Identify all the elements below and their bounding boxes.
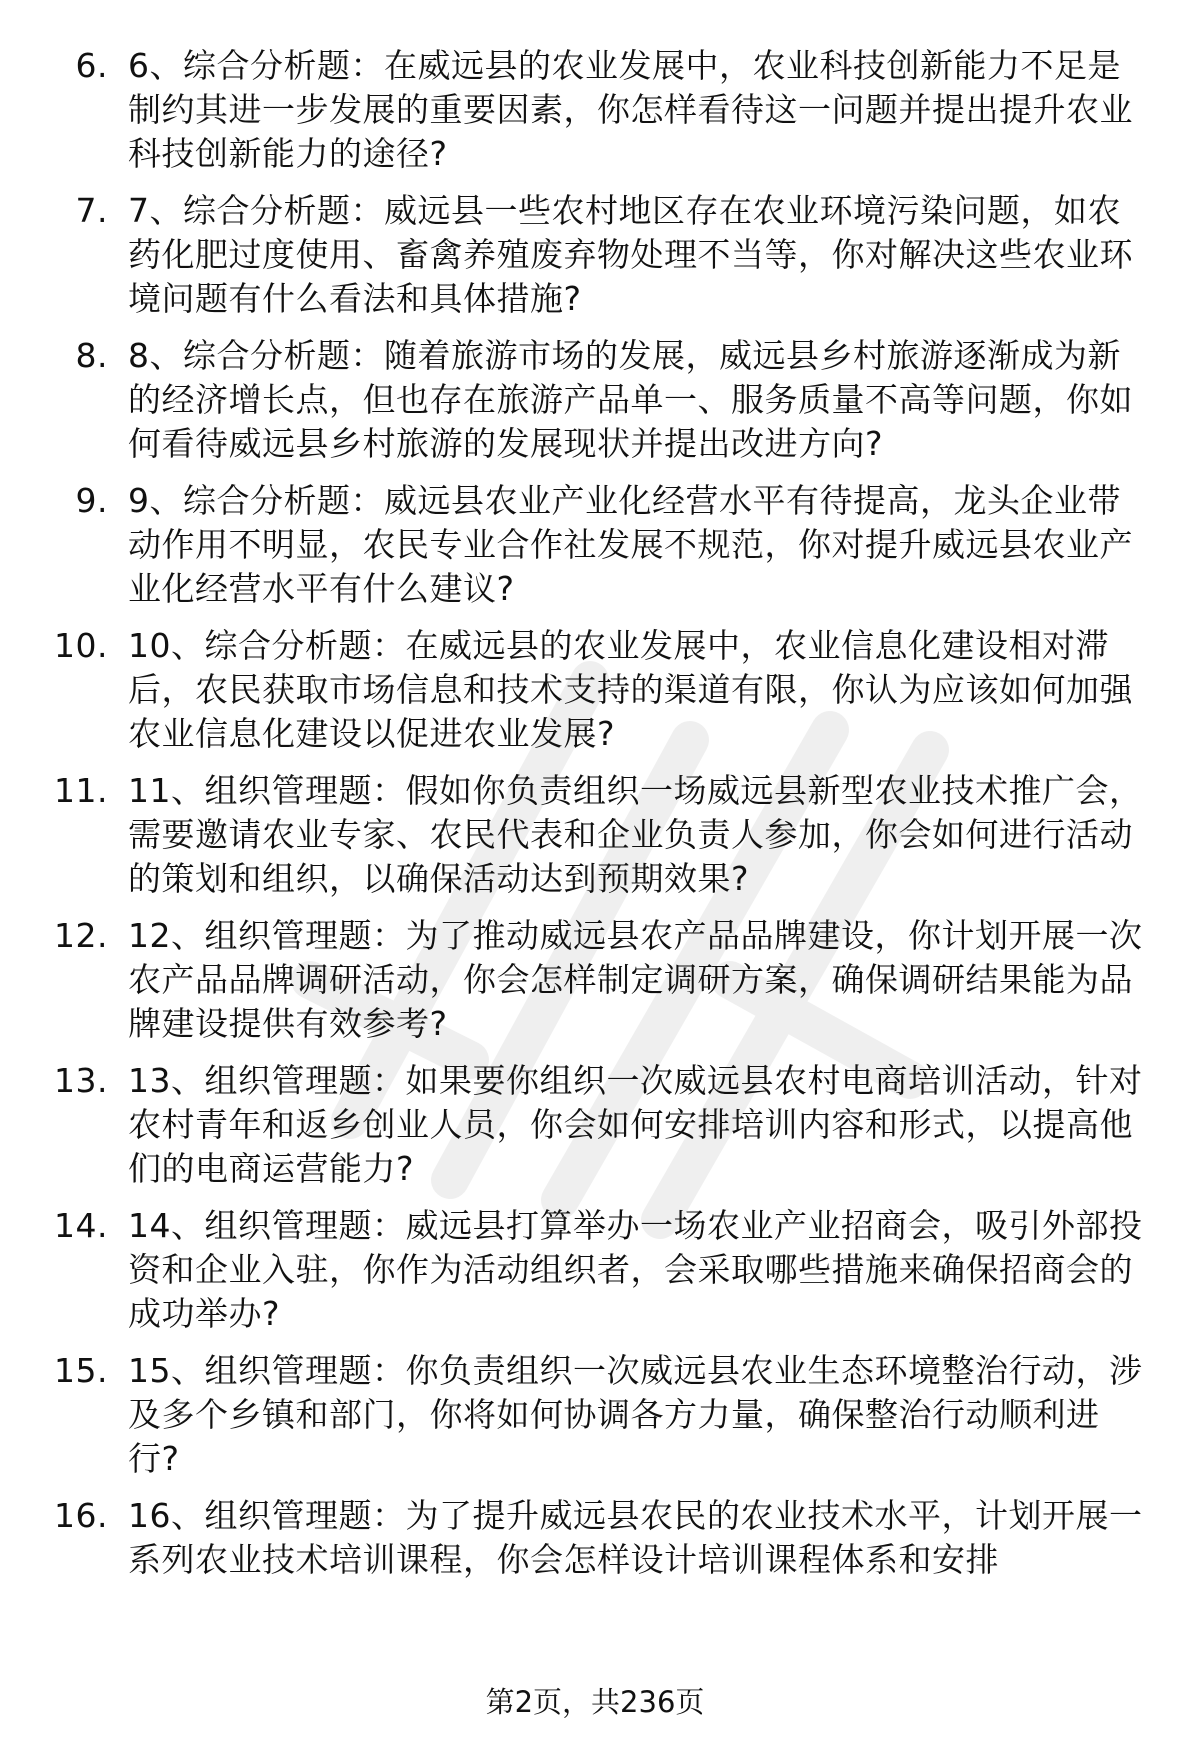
question-number: 16. xyxy=(54,1496,108,1535)
question-number: 13. xyxy=(54,1061,108,1100)
question-text: 6、综合分析题：在威远县的农业发展中，农业科技创新能力不足是制约其进一步发展的重要因素，你怎样看待这一问题并提出提升农业科技创新能力的途径? xyxy=(128,46,1133,173)
question-item-9 xyxy=(0,479,1190,611)
question-item-8 xyxy=(0,334,1190,466)
question-item-14 xyxy=(0,1204,1190,1336)
question-item-15 xyxy=(0,1349,1190,1481)
question-text: 10、综合分析题：在威远县的农业发展中，农业信息化建设相对滞后，农民获取市场信息和技术支持的渠道有限，你认为应该如何加强农业信息化建设以促进农业发展? xyxy=(128,626,1133,753)
question-item-10 xyxy=(0,624,1190,756)
question-text: 14、组织管理题：威远县打算举办一场农业产业招商会，吸引外部投资和企业入驻，你作为活动组织者，会采取哪些措施来确保招商会的成功举办? xyxy=(128,1206,1143,1333)
question-number: 6. xyxy=(75,46,108,85)
question-item-6 xyxy=(0,44,1190,176)
question-text: 7、综合分析题：威远县一些农村地区存在农业环境污染问题，如农药化肥过度使用、畜禽养殖废弃物处理不当等，你对解决这些农业环境问题有什么看法和具体措施? xyxy=(128,191,1133,318)
question-number: 15. xyxy=(54,1351,108,1390)
question-item-13 xyxy=(0,1059,1190,1191)
question-number: 11. xyxy=(54,771,108,810)
page-footer: 第2页，共236页 xyxy=(485,1685,705,1719)
question-text: 12、组织管理题：为了推动威远县农产品品牌建设，你计划开展一次农产品品牌调研活动，你会怎样制定调研方案，确保调研结果能为品牌建设提供有效参考? xyxy=(128,916,1143,1043)
question-text: 9、综合分析题：威远县农业产业化经营水平有待提高，龙头企业带动作用不明显，农民专业合作社发展不规范，你对提升威远县农业产业化经营水平有什么建议? xyxy=(128,481,1133,608)
question-text: 16、组织管理题：为了提升威远县农民的农业技术水平，计划开展一系列农业技术培训课程，你会怎样设计培训课程体系和安排 xyxy=(128,1496,1143,1579)
question-text: 15、组织管理题：你负责组织一次威远县农业生态环境整治行动，涉及多个乡镇和部门，你将如何协调各方力量，确保整治行动顺利进行? xyxy=(128,1351,1143,1478)
question-item-11 xyxy=(0,769,1190,901)
question-text: 11、组织管理题：假如你负责组织一场威远县新型农业技术推广会，需要邀请农业专家、农民代表和企业负责人参加，你会如何进行活动的策划和组织，以确保活动达到预期效果? xyxy=(128,771,1143,898)
question-number: 10. xyxy=(54,626,108,665)
question-list xyxy=(0,44,1190,1595)
question-item-12 xyxy=(0,914,1190,1046)
question-text: 13、组织管理题：如果要你组织一次威远县农村电商培训活动，针对农村青年和返乡创业人员，你会如何安排培训内容和形式，以提高他们的电商运营能力? xyxy=(128,1061,1143,1188)
question-item-16 xyxy=(0,1494,1190,1582)
question-number: 7. xyxy=(75,191,108,230)
question-text: 8、综合分析题：随着旅游市场的发展，威远县乡村旅游逐渐成为新的经济增长点，但也存在旅游产品单一、服务质量不高等问题，你如何看待威远县乡村旅游的发展现状并提出改进方向? xyxy=(128,336,1133,463)
question-number: 12. xyxy=(54,916,108,955)
question-number: 8. xyxy=(75,336,108,375)
question-number: 9. xyxy=(75,481,108,520)
question-item-7 xyxy=(0,189,1190,321)
question-number: 14. xyxy=(54,1206,108,1245)
